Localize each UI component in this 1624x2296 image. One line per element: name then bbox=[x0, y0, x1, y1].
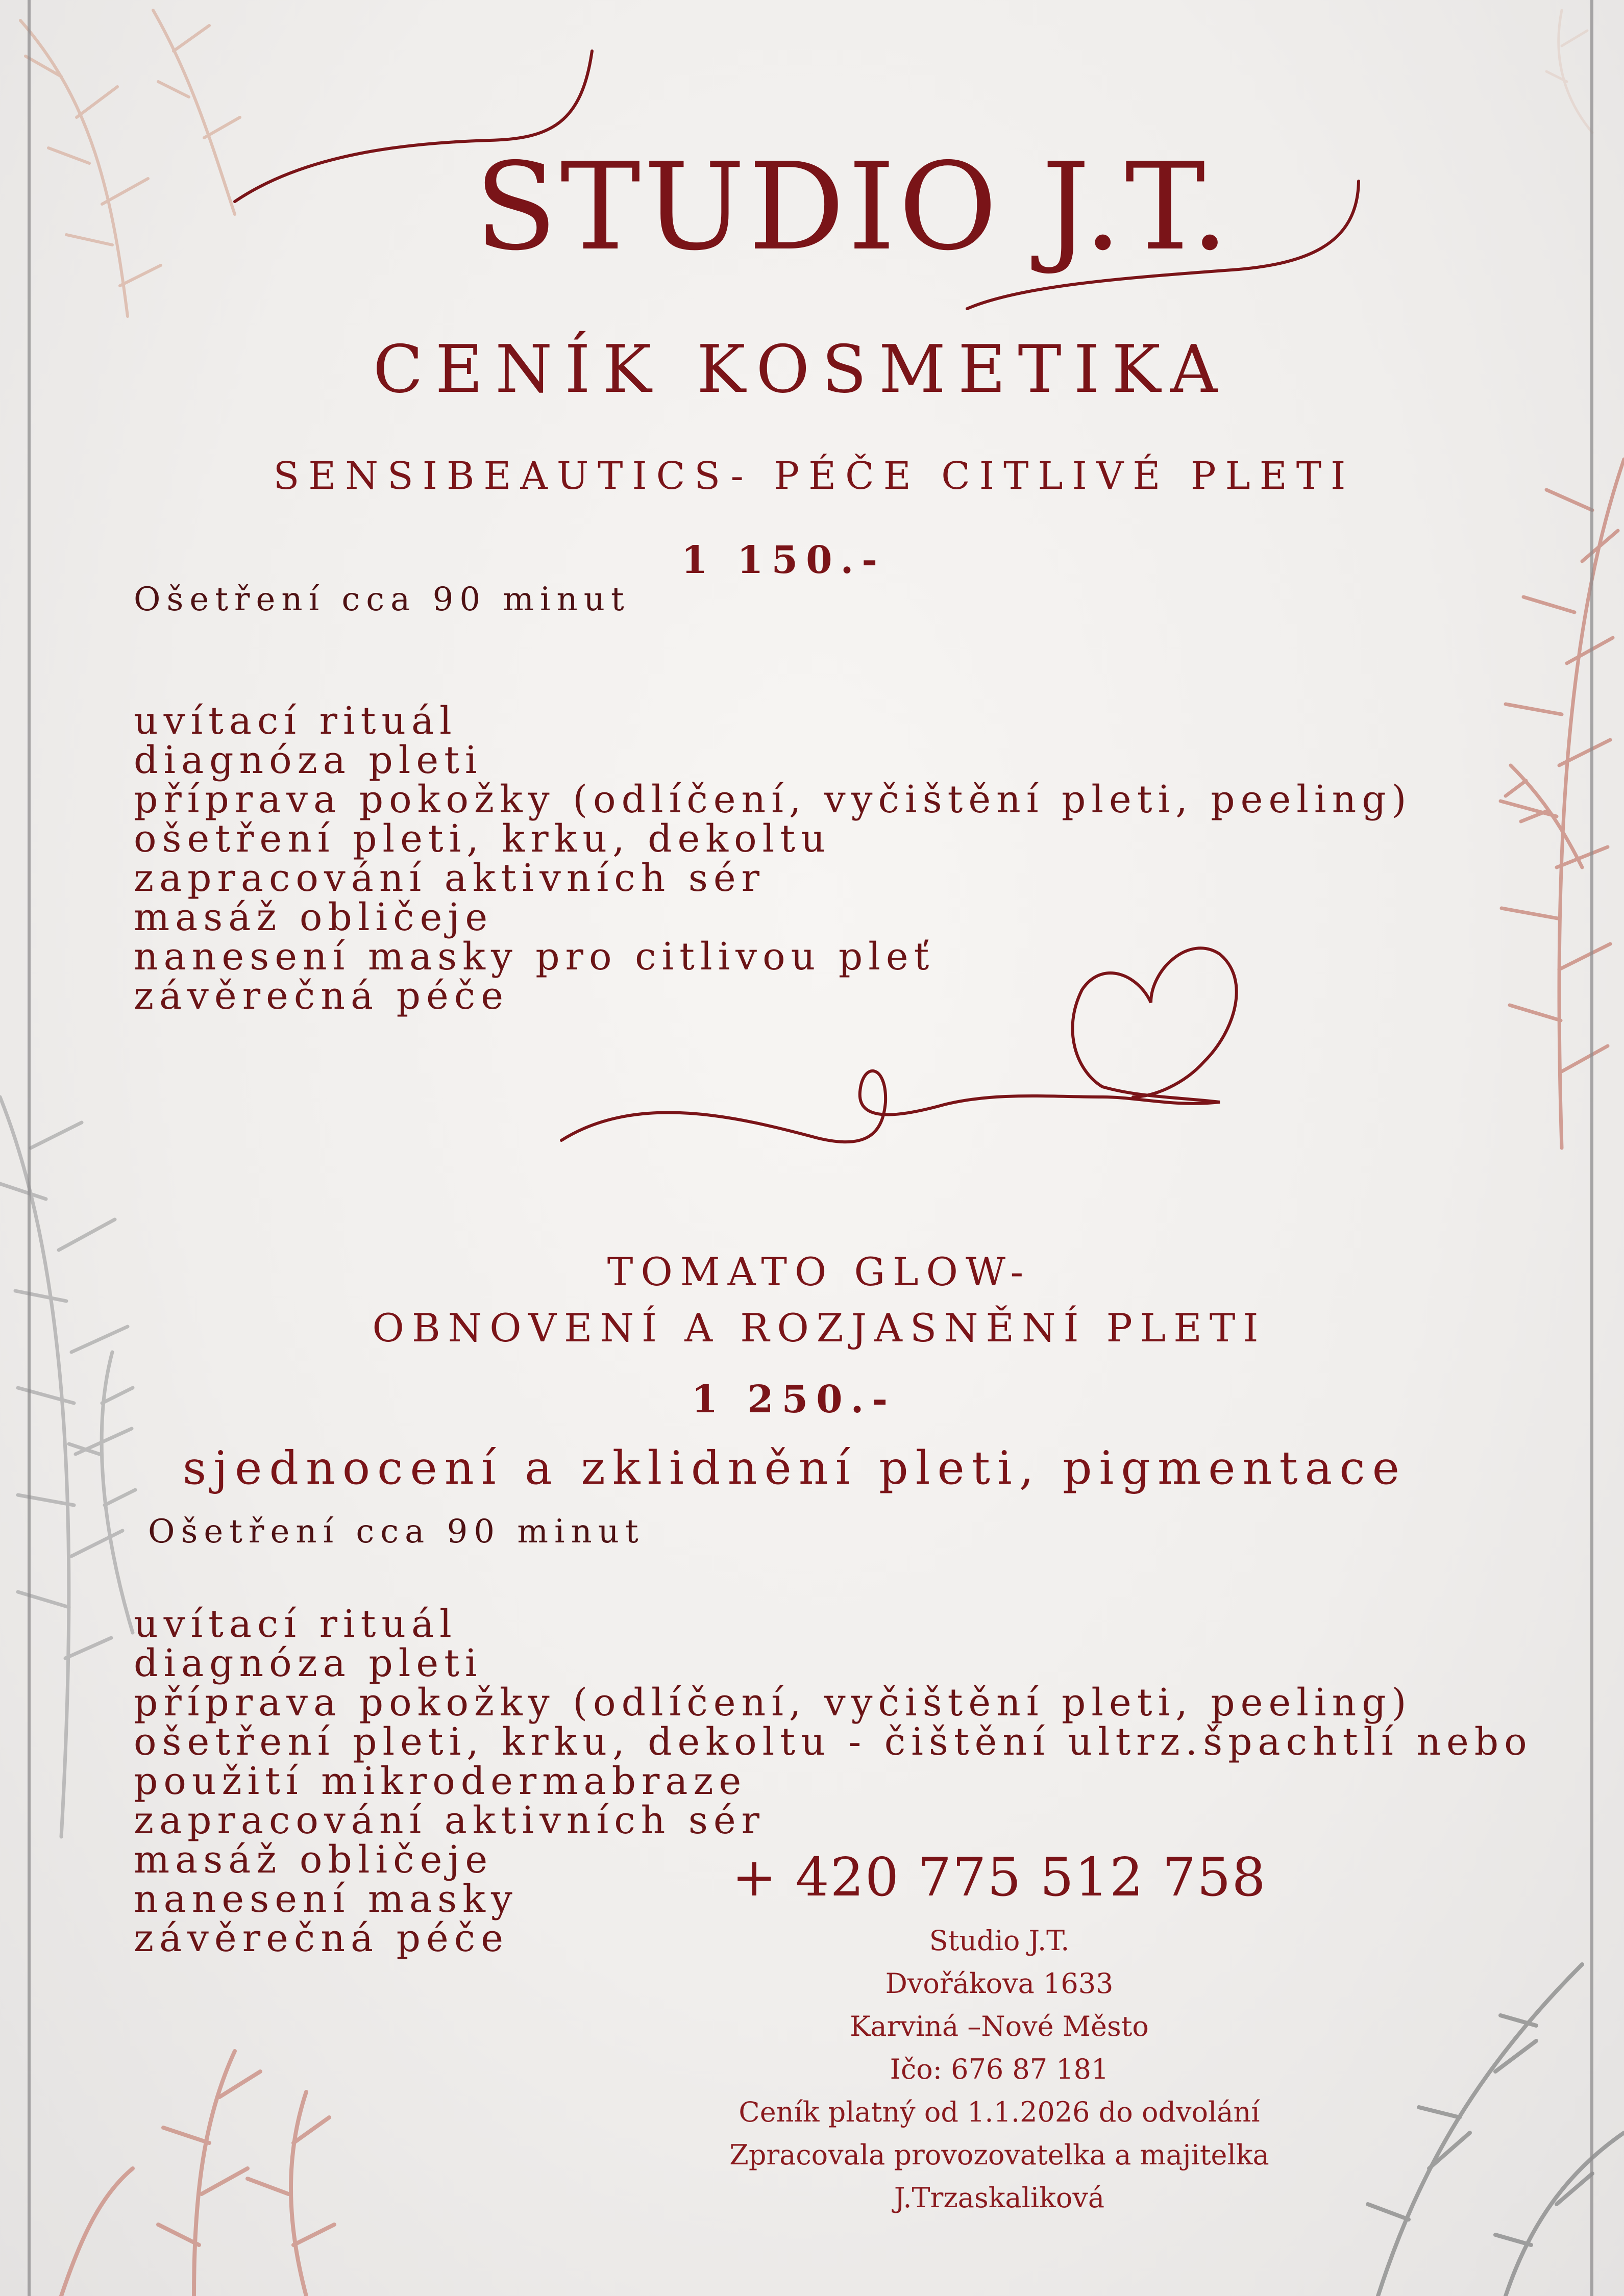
list-item: diagnóza pleti bbox=[134, 1641, 483, 1685]
list-item: uvítací rituál bbox=[134, 1602, 457, 1646]
list-item: použití mikrodermabraze bbox=[134, 1759, 747, 1803]
contact-ico: Ičo: 676 87 181 bbox=[890, 2053, 1109, 2085]
contact-city: Karviná –Nové Město bbox=[850, 2010, 1149, 2042]
list-item: příprava pokožky (odlíčení, vyčištění pleti, peeling) bbox=[134, 1681, 1412, 1725]
list-item: nanesení masky bbox=[134, 1877, 518, 1921]
list-item: ošetření pleti, krku, dekoltu bbox=[134, 817, 831, 861]
treatment-2-duration: Ošetření cca 90 minut bbox=[148, 1513, 645, 1551]
list-item: příprava pokožky (odlíčení, vyčištění pleti, peeling) bbox=[134, 778, 1412, 821]
treatment-2-tagline: sjednocení a zklidnění pleti, pigmentace bbox=[182, 1441, 1407, 1495]
treatment-2-name-line-1: TOMATO GLOW- bbox=[607, 1249, 1031, 1294]
list-item: ošetření pleti, krku, dekoltu - čištění ultrz.špachtlí nebo bbox=[134, 1720, 1533, 1764]
treatment-2-name-line-2: OBNOVENÍ A ROZJASNĚNÍ PLETI bbox=[372, 1305, 1266, 1351]
list-item: závěrečná péče bbox=[134, 974, 509, 1018]
treatment-1-name: SENSIBEAUTICS- PÉČE CITLIVÉ PLETI bbox=[273, 454, 1355, 498]
treatment-2-name bbox=[373, 1244, 1266, 1356]
contact-street: Dvořákova 1633 bbox=[885, 1967, 1114, 2000]
contact-owner-name: J.Trzaskaliková bbox=[894, 2182, 1105, 2214]
phone-number: + 420 775 512 758 bbox=[732, 1846, 1267, 1908]
list-item: uvítací rituál bbox=[134, 699, 457, 743]
treatment-1-price: 1 150.- bbox=[681, 538, 886, 582]
list-item: zapracování aktivních sér bbox=[134, 856, 765, 900]
list-item: masáž obličeje bbox=[134, 895, 494, 939]
list-item: závěrečná péče bbox=[134, 1916, 509, 1960]
contact-studio-name: Studio J.T. bbox=[929, 1925, 1070, 1957]
list-item: diagnóza pleti bbox=[134, 738, 483, 782]
treatment-1-steps-list bbox=[134, 699, 1412, 1018]
studio-brand-title: STUDIO J.T. bbox=[475, 137, 1232, 277]
contact-block bbox=[729, 1919, 1269, 2219]
list-item: zapracování aktivních sér bbox=[134, 1799, 765, 1842]
list-item: nanesení masky pro citlivou pleť bbox=[134, 935, 935, 979]
treatment-1-duration: Ošetření cca 90 minut bbox=[134, 581, 630, 618]
price-list-title: CENÍK KOSMETIKA bbox=[373, 332, 1230, 408]
contact-validity: Ceník platný od 1.1.2026 do odvolání bbox=[739, 2096, 1260, 2128]
list-item: masáž obličeje bbox=[134, 1838, 494, 1882]
treatment-2-price: 1 250.- bbox=[691, 1378, 896, 1421]
contact-prepared-by: Zpracovala provozovatelka a majitelka bbox=[729, 2139, 1269, 2171]
